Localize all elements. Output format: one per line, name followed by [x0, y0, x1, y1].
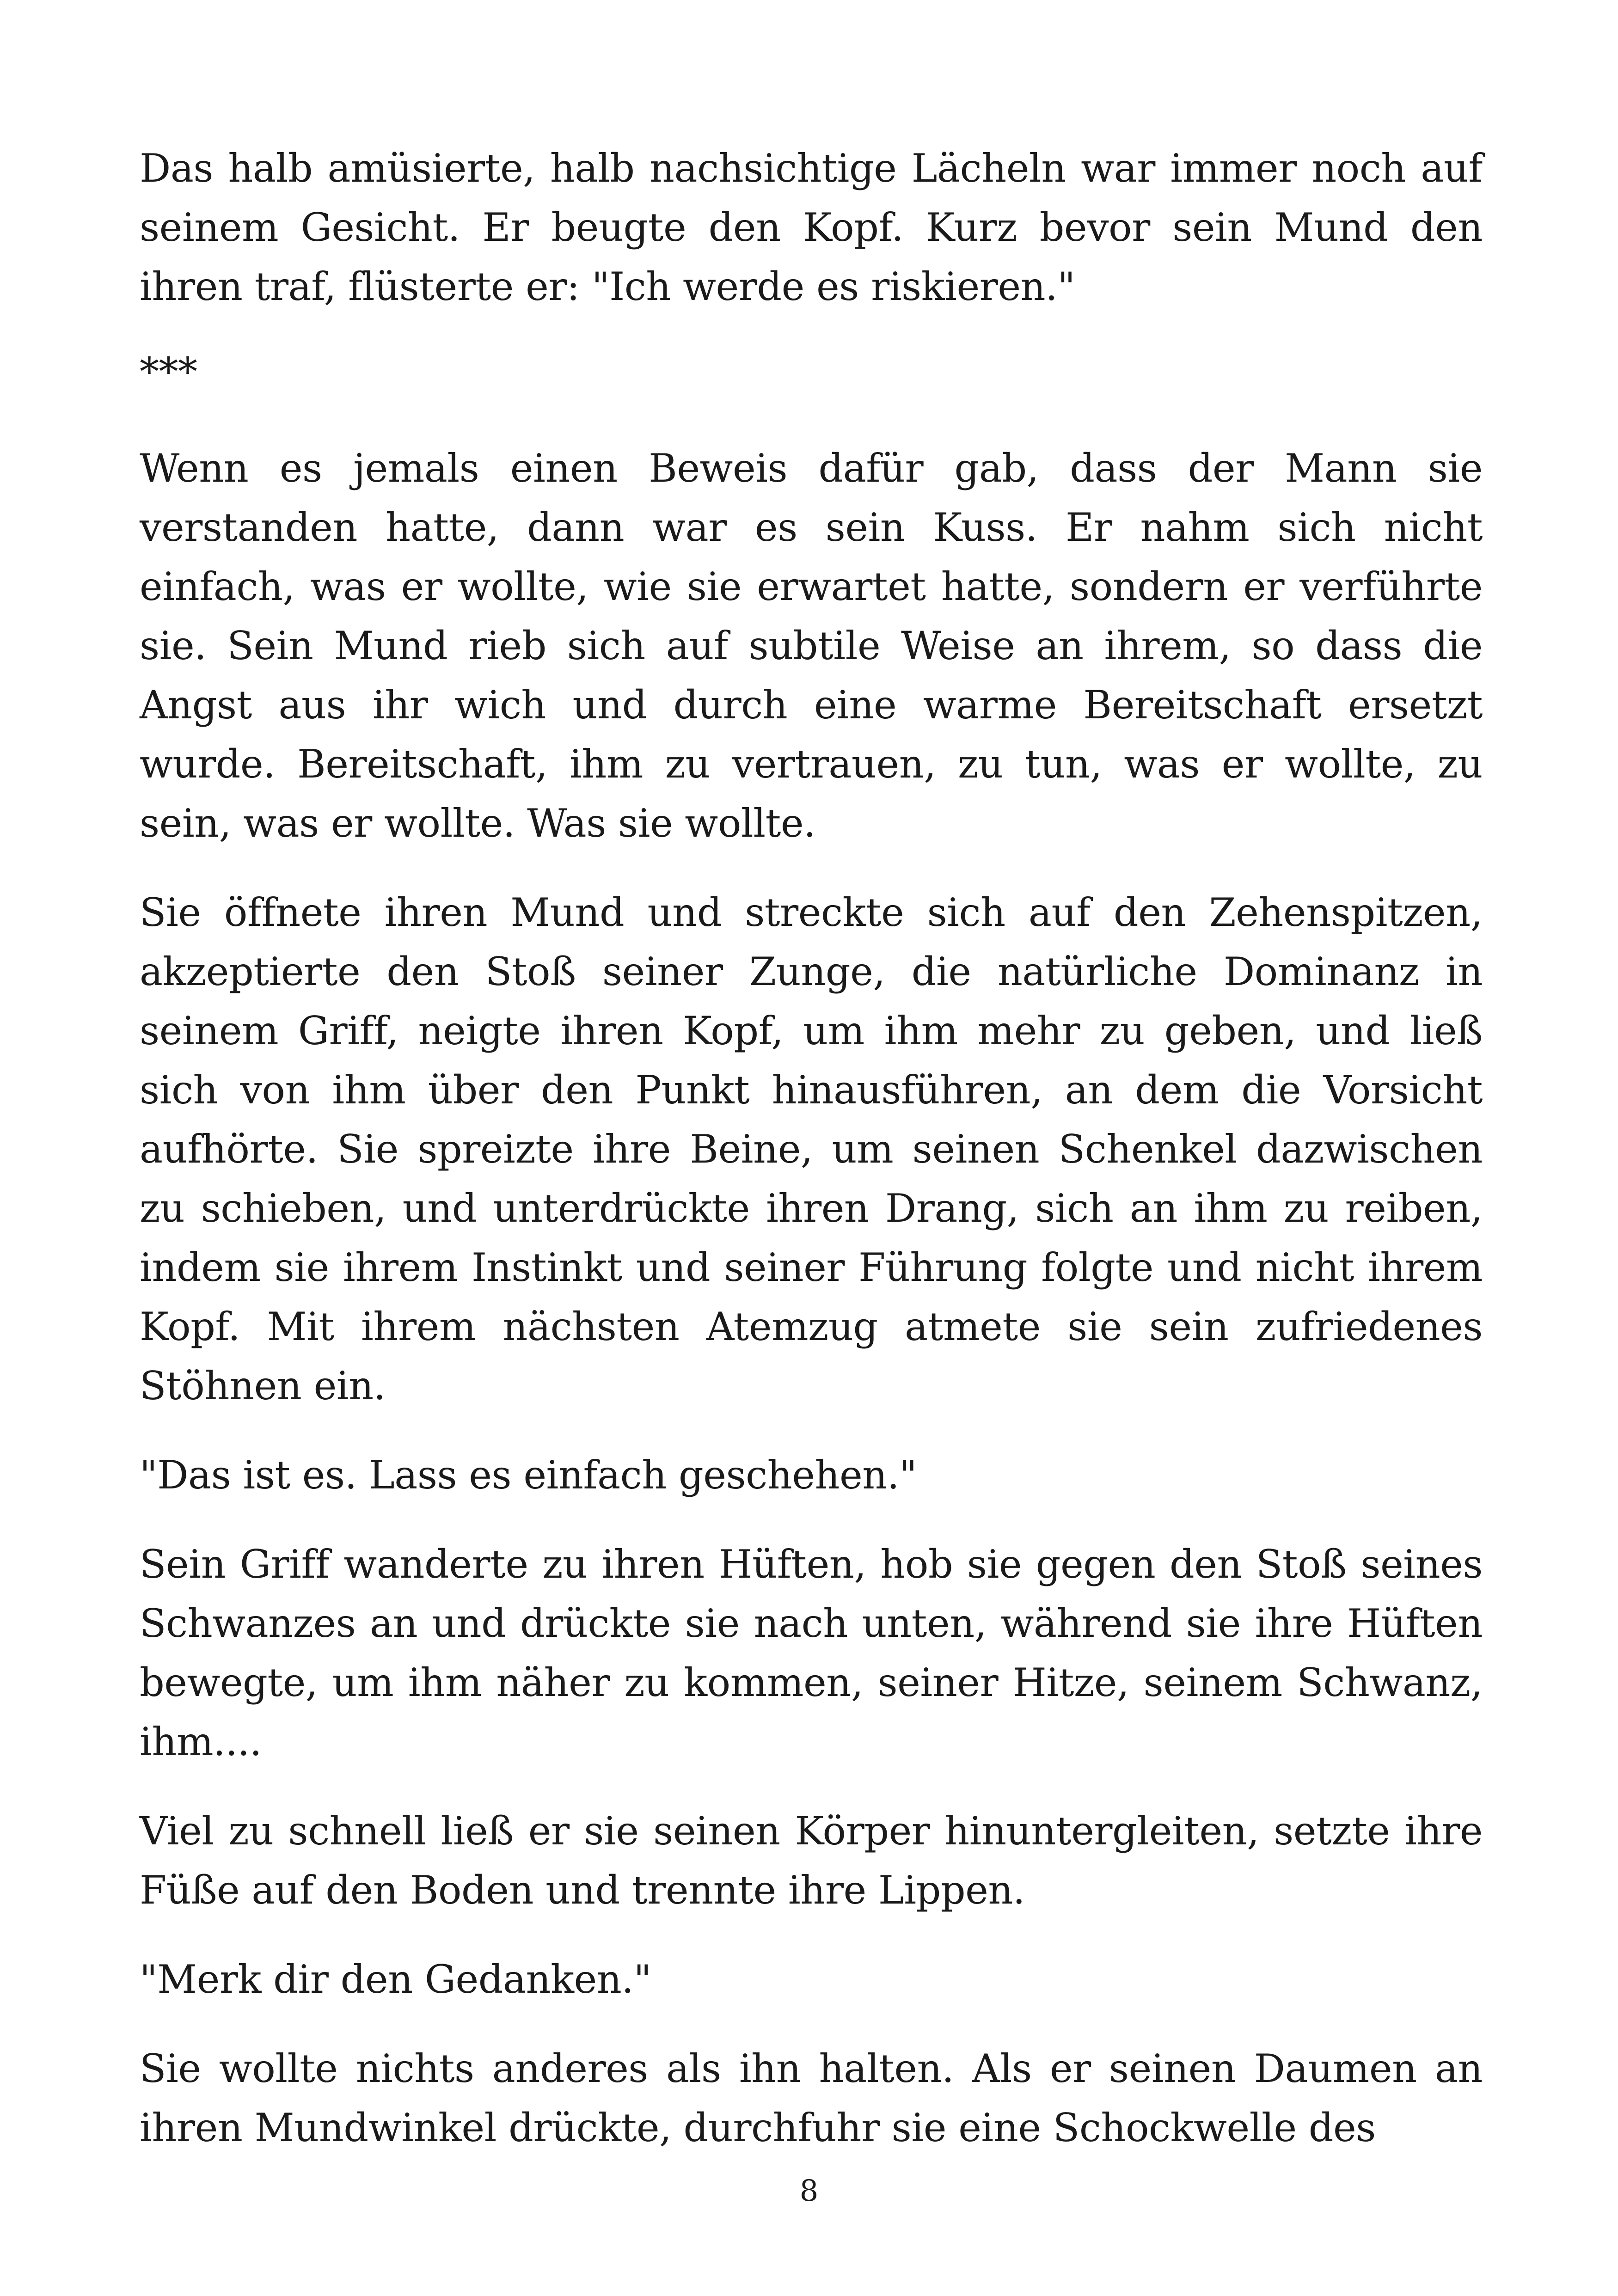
scene-separator: *** — [140, 349, 197, 394]
paragraph-2: Wenn es jemals einen Beweis dafür gab, dass der Mann sie verstanden hatte, dann war es sein Kuss. Er nahm sich nicht einfach, was er wollte, wie sie erwartet hatte, sondern er verführte sie. Sein Mund rieb sich auf subtile Weise an ihrem, so dass die Angst aus ihr wich und durch eine warme Bereitschaft ersetzt wurde. Bereitschaft, ihm zu vertrauen, zu tun, was er wollte, zu sein, was er wollte. Was sie wollte. — [140, 446, 1483, 846]
paragraph-7-dialogue: "Merk dir den Gedanken." — [140, 1957, 651, 2002]
paragraph-6: Viel zu schnell ließ er sie seinen Körper hinuntergleiten, setzte ihre Füße auf den Boden und trennte ihre Lippen. — [140, 1808, 1483, 1913]
page-body — [140, 139, 1483, 2187]
paragraph-8: Sie wollte nichts anderes als ihn halten. Als er seinen Daumen an ihren Mundwinkel drückte, durchfuhr sie eine Schockwelle des — [140, 2046, 1483, 2150]
page-number: 8 — [799, 2174, 819, 2208]
paragraph-3: Sie öffnete ihren Mund und streckte sich auf den Zehenspitzen, akzeptierte den Stoß seiner Zunge, die natürliche Dominanz in seinem Griff, neigte ihren Kopf, um ihm mehr zu geben, und ließ sich von ihm über den Punkt hinausführen, an dem die Vorsicht aufhörte. Sie spreizte ihre Beine, um seinen Schenkel dazwischen zu schieben, und unterdrückte ihren Drang, sich an ihm zu reiben, indem sie ihrem Instinkt und seiner Führung folgte und nicht ihrem Kopf. Mit ihrem nächsten Atemzug atmete sie sein zufriedenes Stöhnen ein. — [140, 890, 1483, 1408]
paragraph-4-dialogue: "Das ist es. Lass es einfach geschehen." — [140, 1452, 917, 1498]
paragraph-1: Das halb amüsierte, halb nachsichtige Lächeln war immer noch auf seinem Gesicht. Er beugte den Kopf. Kurz bevor sein Mund den ihren traf, flüsterte er: "Ich werde es riskieren." — [140, 146, 1483, 309]
paragraph-5: Sein Griff wanderte zu ihren Hüften, hob sie gegen den Stoß seines Schwanzes an und drückte sie nach unten, während sie ihre Hüften bewegte, um ihm näher zu kommen, seiner Hitze, seinem Schwanz, ihm.... — [140, 1542, 1483, 1764]
